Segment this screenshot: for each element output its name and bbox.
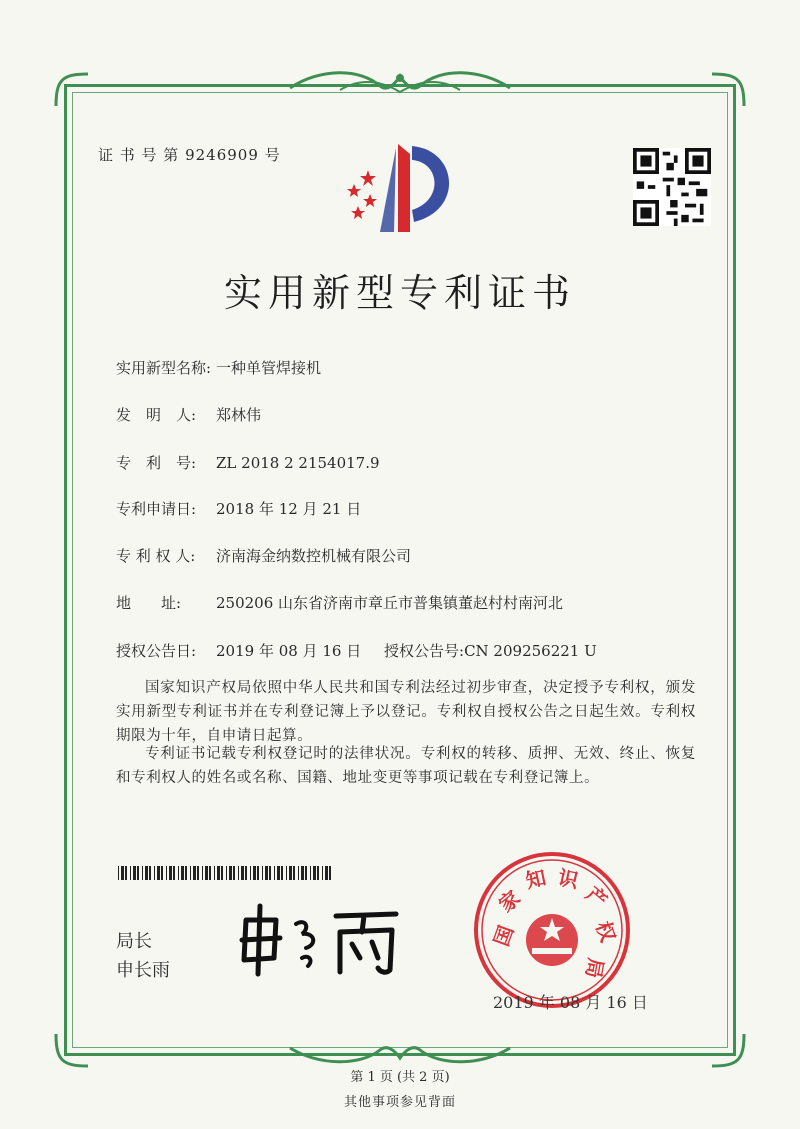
handwritten-signature [236,900,406,980]
svg-text:权: 权 [590,918,621,946]
svg-text:知: 知 [523,865,549,893]
field-patentee [116,545,411,566]
field-inventor [116,404,261,425]
field-filing-date-label: 专利申请日: [116,500,197,518]
field-filing-date-value: 2018 年 12 月 21 日 [216,500,362,518]
svg-text:识: 识 [555,865,581,893]
field-grant-number-value: CN 209256221 U [464,642,597,660]
body-paragraph-1: 国家知识产权局依照中华人民共和国专利法经过初步审查，决定授予专利权，颁发实用新型专利证书并在专利登记簿上予以登记。专利权自授权公告之日起生效。专利权期限为十年，自申请日起算。 [116,680,696,744]
corner-ornament-br [708,1030,748,1070]
field-grant [116,640,597,661]
svg-text:国: 国 [489,922,519,950]
field-address-value: 250206 山东省济南市章丘市普集镇董赵村村南河北 [216,594,564,612]
field-patent-number [116,452,380,473]
field-grant-date-label: 授权公告日: [116,642,197,660]
cnipa-logo-icon [340,140,462,236]
field-inventor-value: 郑林伟 [216,406,262,424]
field-patent-number-value: ZL 2018 2 2154017.9 [216,454,380,472]
corner-ornament-tr [708,70,748,110]
director-title: 局长 [116,931,152,952]
director-name: 申长雨 [116,960,170,981]
field-patent-number-label: 专 利 号: [116,454,197,472]
certificate-title: 实用新型专利证书 [223,271,576,315]
field-name-label: 实用新型名称: [116,359,212,377]
field-filing-date [116,498,361,519]
certificate-number-label: 证 书 号 第 [98,146,180,164]
field-grant-date-value: 2019 年 08 月 16 日 [216,642,362,660]
seal-date: 2019 年 08 月 16 日 [493,993,648,1012]
certificate-number-value: 9246909 [185,146,259,164]
page-number: 第 1 页 (共 2 页) [350,1070,450,1085]
body-paragraph-2: 专利证书记载专利权登记时的法律状况。专利权的转移、质押、无效、终止、恢复和专利权人的姓名或名称、国籍、地址变更等事项记载在专利登记簿上。 [116,746,696,786]
svg-text:产: 产 [581,881,613,913]
corner-ornament-bl [52,1030,92,1070]
field-address-label: 地 址: [116,594,182,612]
qr-code [633,148,711,226]
certificate-number-suffix: 号 [264,146,281,164]
certificate-number [98,144,281,165]
field-name-value: 一种单管焊接机 [216,359,322,377]
field-patentee-label: 专 利 权 人: [116,547,196,565]
top-ornament [280,66,520,100]
field-address [116,592,563,613]
field-name [116,357,321,378]
corner-ornament-tl [52,70,92,110]
official-seal [470,848,634,1012]
svg-text:家: 家 [493,885,525,917]
field-patentee-value: 济南海金纳数控机械有限公司 [216,547,412,565]
footer-note: 其他事项参见背面 [343,1095,456,1110]
field-inventor-label: 发 明 人: [116,406,197,424]
svg-text:局: 局 [581,956,609,981]
barcode [118,866,336,880]
field-grant-number-label: 授权公告号: [384,642,465,660]
